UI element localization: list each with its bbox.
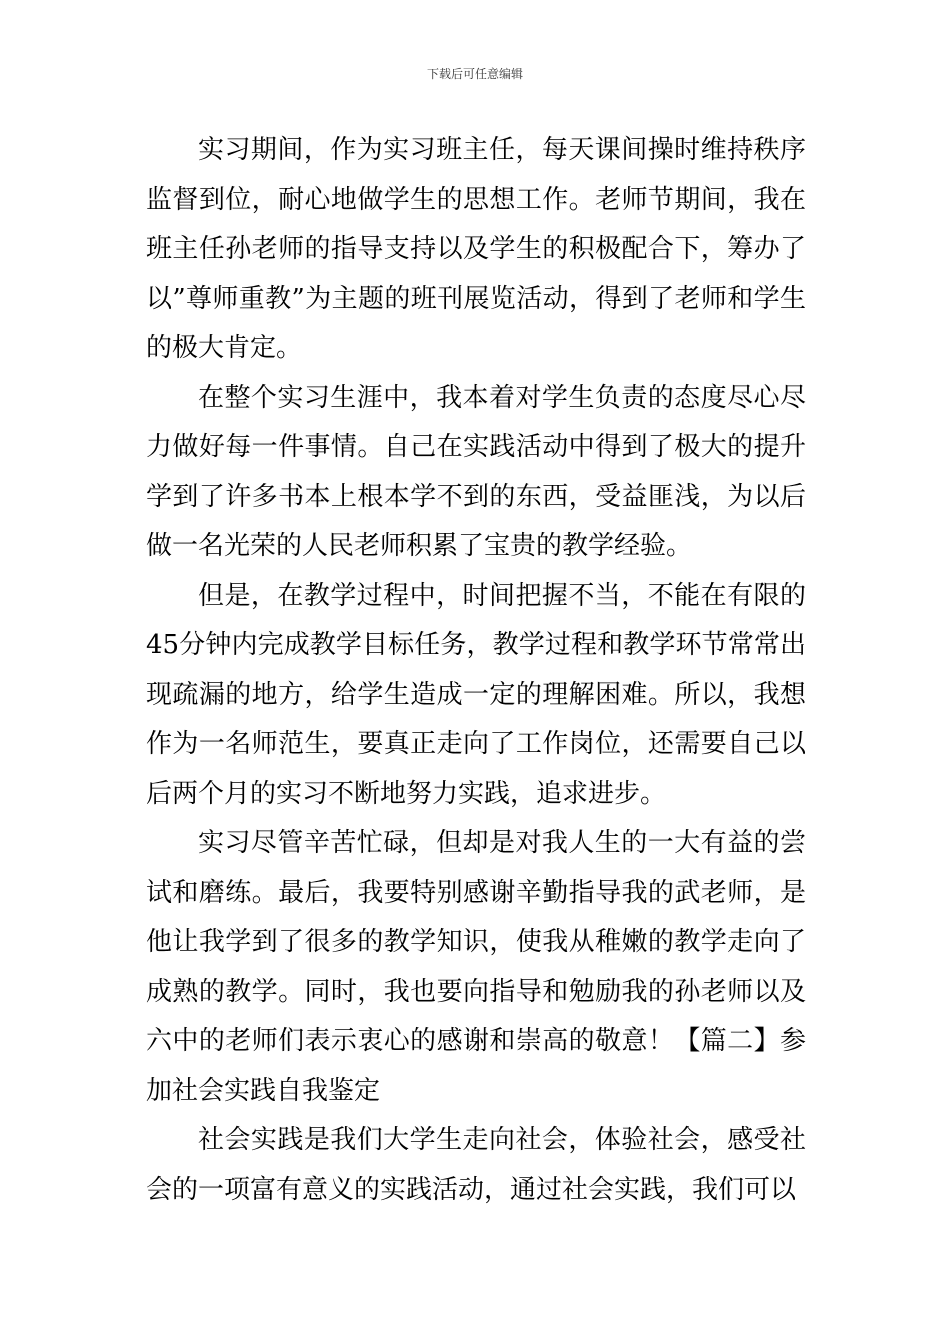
paragraph-3: 但是，在教学过程中，时间把握不当，不能在有限的45分钟内完成教学目标任务，教学过程和教学环节常常出现疏漏的地方，给学生造成一定的理解困难。所以，我想作为一名师范生，要真正走向了工作岗位，还需要自己以后两个月的实习不断地努力实践，追求进步。	[146, 580, 806, 809]
paragraph-2: 在整个实习生涯中，我本着对学生负责的态度尽心尽力做好每一件事情。自己在实践活动中得到了极大的提升学到了许多书本上根本学不到的东西，受益匪浅，为以后做一名光荣的人民老师积累了宝贵的教学经验。	[146, 382, 806, 561]
paragraph-5: 社会实践是我们大学生走向社会，体验社会，感受社会的一项富有意义的实践活动，通过社会实践，我们可以	[146, 1125, 806, 1205]
document-body	[146, 126, 806, 1215]
paragraph-4: 实习尽管辛苦忙碌，但却是对我人生的一大有益的尝试和磨练。最后，我要特别感谢辛勤指导我的武老师，是他让我学到了很多的教学知识，使我从稚嫩的教学走向了成熟的教学。同时，我也要向指导和勉励我的孙老师以及六中的老师们表示衷心的感谢和崇高的敬意！【篇二】参加社会实践自我鉴定	[146, 828, 806, 1106]
header-note: 下载后可任意编辑	[426, 67, 523, 81]
paragraph-1: 实习期间，作为实习班主任，每天课间操时维持秩序监督到位，耐心地做学生的思想工作。老师节期间，我在班主任孙老师的指导支持以及学生的积极配合下，筹办了以”尊师重教”为主题的班刊展览活动，得到了老师和学生的极大肯定。	[146, 135, 806, 363]
